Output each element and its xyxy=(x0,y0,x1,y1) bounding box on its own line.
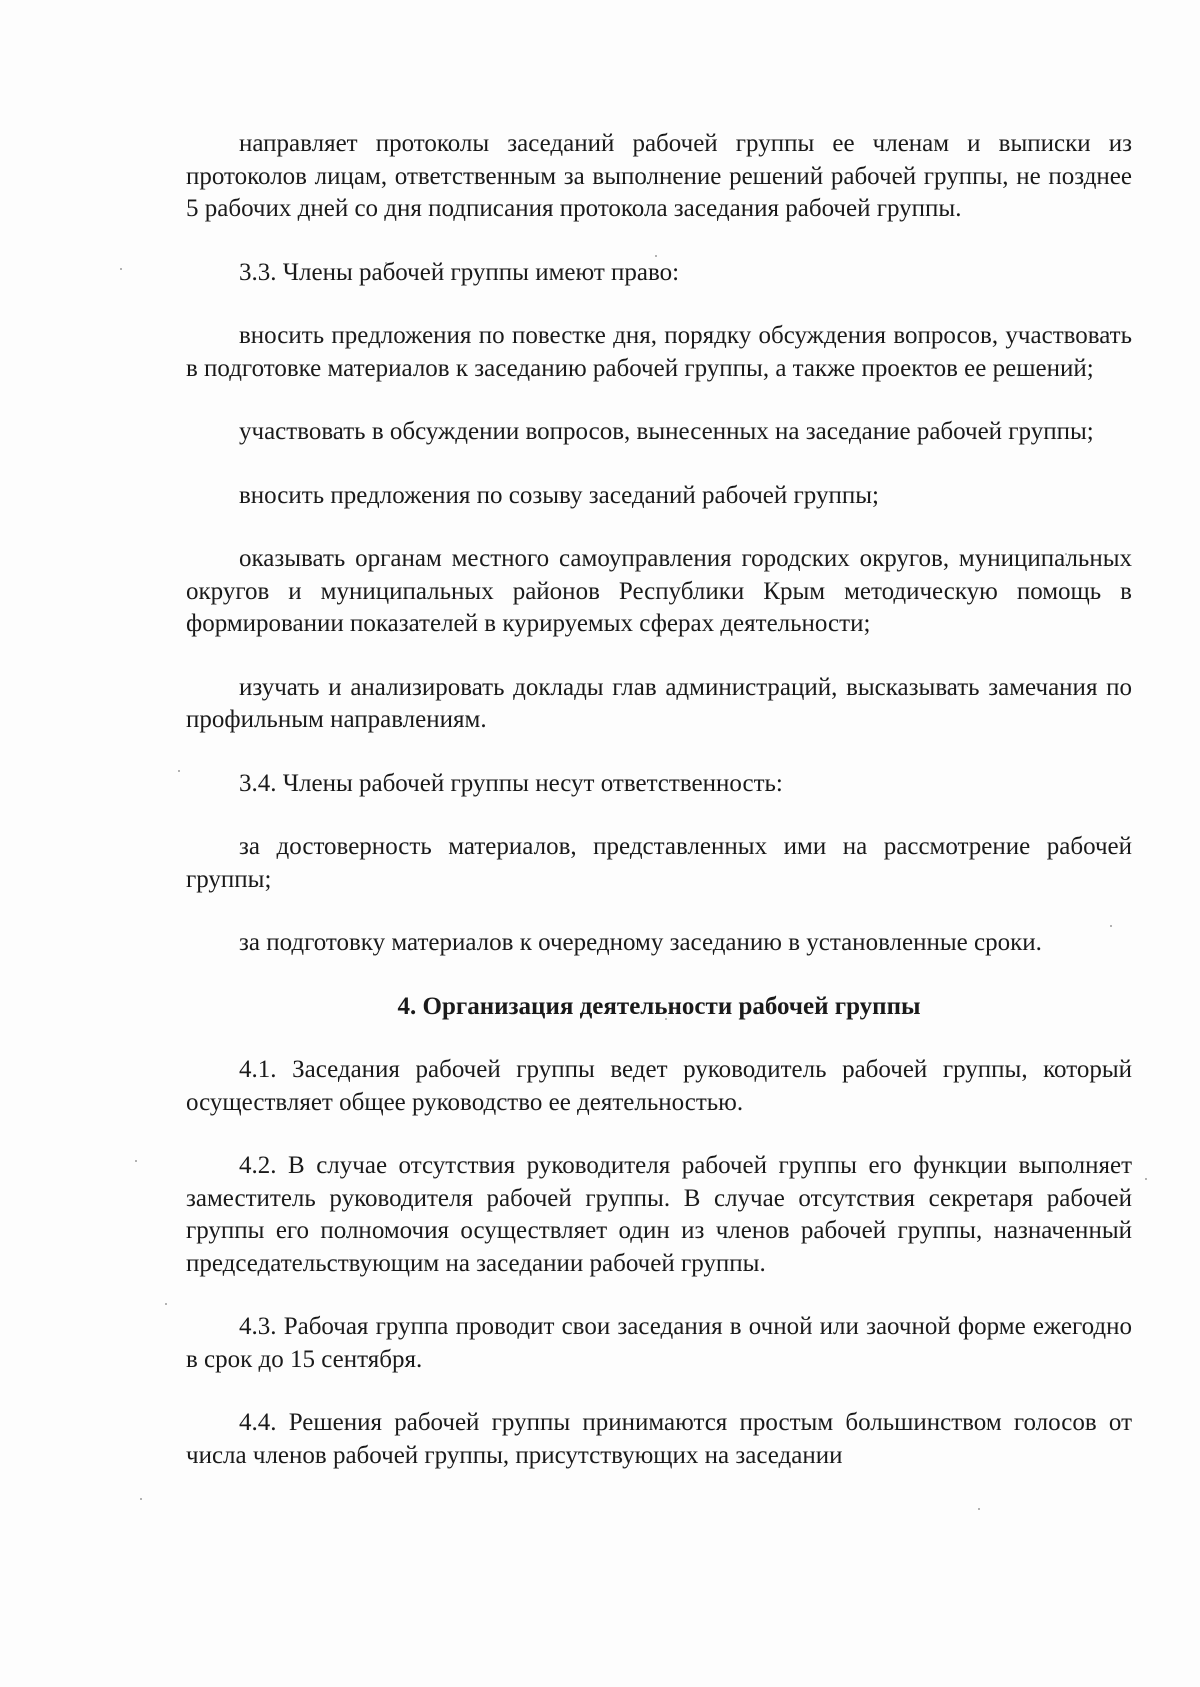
section-4-heading: 4. Организация деятельности рабочей группы xyxy=(397,992,921,1020)
scan-speck xyxy=(135,1160,137,1162)
scan-speck xyxy=(120,268,122,270)
paragraph-proposals-agenda: вносить предложения по повестке дня, порядку обсуждения вопросов, участвовать в подготовке материалов к заседанию рабочей группы, а также проектов ее решений; xyxy=(186,322,1132,382)
clause-4-1: 4.1. Заседания рабочей группы ведет руководитель рабочей группы, который осуществляет общее руководство ее деятельностью. xyxy=(186,1056,1132,1116)
paragraph-materials-preparation: за подготовку материалов к очередному заседанию в установленные сроки. xyxy=(239,929,1042,956)
scan-speck xyxy=(140,1498,142,1500)
paragraph-methodological-help: оказывать органам местного самоуправления городских округов, муниципальных округов и муниципальных районов Республики Крым методическую помощь в формировании показателей в курируемых сферах деятельности; xyxy=(186,545,1132,637)
paragraph-materials-reliability: за достоверность материалов, представленных ими на рассмотрение рабочей группы; xyxy=(186,833,1132,893)
scan-speck xyxy=(1145,1178,1147,1180)
scan-speck xyxy=(165,1303,167,1305)
scan-speck xyxy=(178,770,180,772)
clause-4-3: 4.3. Рабочая группа проводит свои заседания в очной или заочной форме ежегодно в срок до 15 сентября. xyxy=(186,1313,1132,1373)
scan-speck xyxy=(978,1508,980,1510)
clause-3-3-heading: 3.3. Члены рабочей группы имеют право: xyxy=(239,258,680,286)
clause-4-2: 4.2. В случае отсутствия руководителя рабочей группы его функции выполняет заместитель руководителя рабочей группы. В случае отсутствия секретаря рабочей группы его полномочия осуществляет один из членов рабочей группы, назначенный председательствующим на заседании рабочей группы. xyxy=(186,1152,1132,1277)
clause-3-4-heading: 3.4. Члены рабочей группы несут ответственность: xyxy=(239,769,783,797)
clause-4-4: 4.4. Решения рабочей группы принимаются простым большинством голосов от числа членов рабочей группы, присутствующих на заседании xyxy=(186,1409,1132,1469)
document-body xyxy=(186,128,1132,1472)
paragraph-participate-discussion: участвовать в обсуждении вопросов, вынесенных на заседание рабочей группы; xyxy=(239,418,1094,445)
paragraph-analyze-reports: изучать и анализировать доклады глав администраций, высказывать замечания по профильным направлениям. xyxy=(186,673,1132,733)
paragraph-protocol-distribution: направляет протоколы заседаний рабочей группы ее членам и выписки из протоколов лицам, ответственным за выполнение решений рабочей группы, не позднее 5 рабочих дней со дня подписания протокола заседания рабочей группы. xyxy=(186,130,1132,222)
paragraph-convene-meetings: вносить предложения по созыву заседаний рабочей группы; xyxy=(239,481,879,509)
